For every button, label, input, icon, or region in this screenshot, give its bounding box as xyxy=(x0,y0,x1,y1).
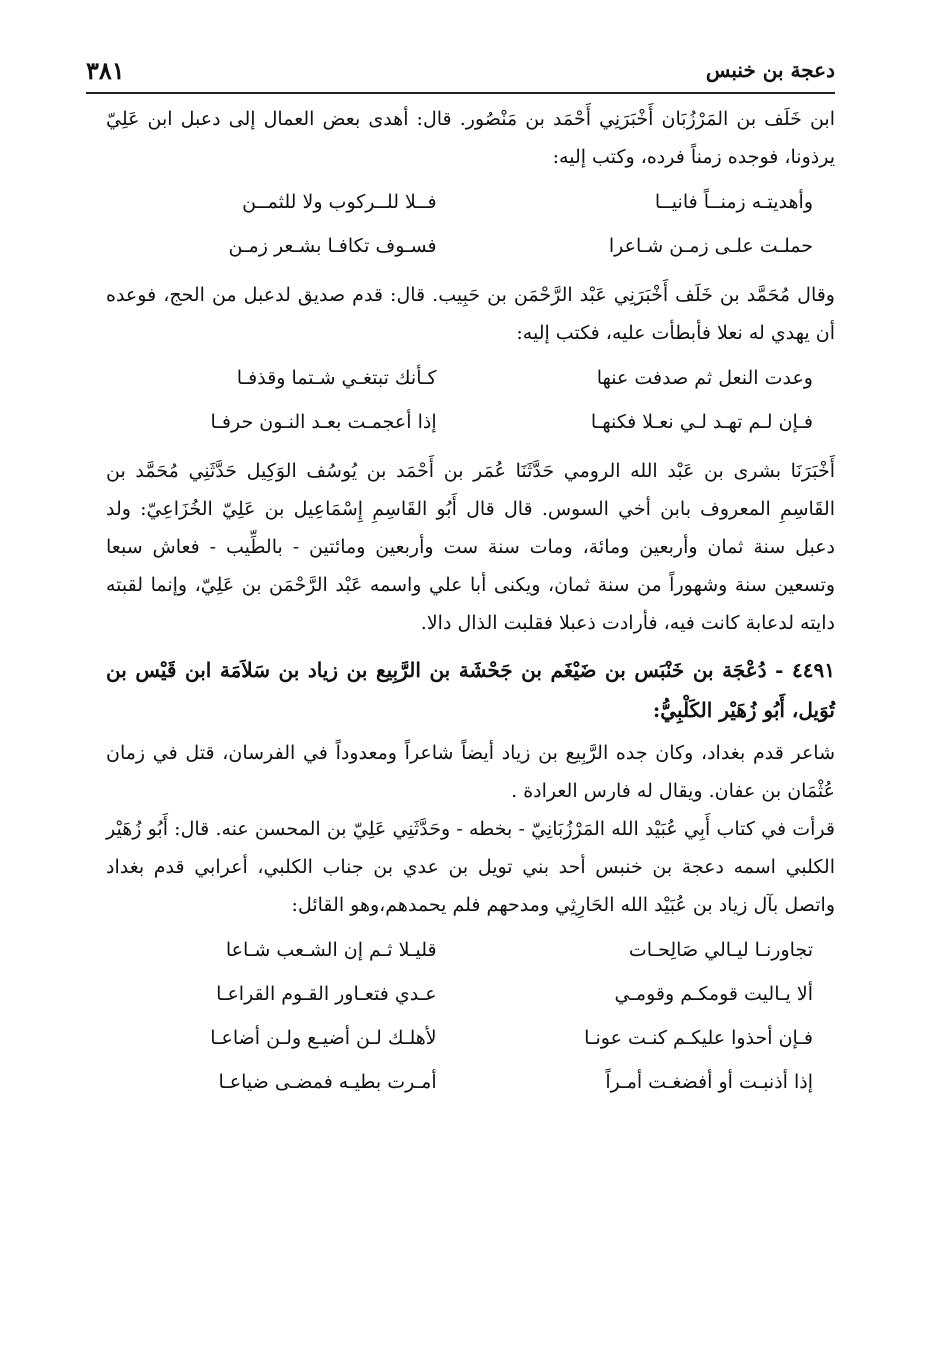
verse-line xyxy=(106,972,835,1016)
second-hemistich: فــلا للــركوب ولا للثمــن xyxy=(242,191,437,213)
first-hemistich: حملـت علـى زمـن شـاعرا xyxy=(608,235,813,257)
verse-line xyxy=(106,356,835,400)
running-title: دعجة بن خنبس xyxy=(705,58,835,82)
first-hemistich: فـإن لـم تهـد لـي نعـلا فكنهـا xyxy=(590,411,813,433)
first-hemistich: وعدت النعل ثم صدفت عنها xyxy=(596,367,813,389)
first-hemistich: إذا أذنبـت أو أفضغـت أمـراً xyxy=(605,1071,813,1093)
second-hemistich: إذا أعجمـت بعـد النـون حرفـا xyxy=(210,411,437,433)
page-number: ٣٨١ xyxy=(86,55,125,85)
paragraph-gift-horse: ابن خَلَف بن المَرْزُبَان أَخْبَرَنِي أَحْمَد بن مَنْصُور. قال: أهدى بعض العمال إلى دعبل ابن عَلِيّ يرذونا، فوجده زمناً فرده، وكتب إليه: xyxy=(106,108,835,168)
second-hemistich: قليـلا ثـم إن الشـعب شـاعا xyxy=(225,939,437,961)
verse-line xyxy=(106,400,835,444)
second-hemistich: عـدي فتعـاور القـوم القراعـا xyxy=(216,983,437,1005)
page-header xyxy=(86,48,835,94)
verse-line xyxy=(106,1060,835,1104)
verse-line xyxy=(106,928,835,972)
verse-line xyxy=(106,180,835,224)
verse-line xyxy=(106,224,835,268)
second-hemistich: فسـوف تكافـا بشـعر زمـن xyxy=(228,235,437,257)
verse-line xyxy=(106,1016,835,1060)
first-hemistich: وأهديتـه زمنــاً فانيــا xyxy=(654,191,813,213)
second-hemistich: أمـرت بطيـه فمضـى ضياعـا xyxy=(218,1071,437,1093)
paragraph-biography: أَخْبَرَنَا بشرى بن عَبْد الله الرومي حَدَّثَنَا عُمَر بن أَحْمَد بن يُوسُف الوَكِيل حَدَّثَنِي مُحَمَّد بن القَاسِمِ المعروف بابن أخي السوس. قال قال أَبُو القَاسِمِ إِسْمَاعِيل بن عَلِيّ الخُزَاعِيّ: ولد دعبل سنة ثمان وأربعين ومائة، ومات سنة ست وأربعين ومائتين - بالطِّيب - فعاش سبعا وتسعين سنة وشهوراً من سنة ثمان، ويكنى أبا علي واسمه عَبْد الرَّحْمَن بن عَلِيّ، وإنما لقبته دايته لدعابة كانت فيه، فأرادت ذعبلا فقلبت الذال دالا. xyxy=(106,460,835,634)
body-text xyxy=(106,100,835,1108)
poem-horse xyxy=(106,180,835,268)
paragraph-entry-intro: شاعر قدم بغداد، وكان جده الرَّبِيع بن زياد أيضاً شاعراً ومعدوداً في الفرسان، قتل في زمان عُثْمَان بن عفان. ويقال له فارس العرادة . xyxy=(106,742,835,802)
first-hemistich: تجاورنـا ليـالي صَالِحـات xyxy=(628,939,813,961)
first-hemistich: ألا يـاليت قومكـم وقومـي xyxy=(614,983,813,1005)
first-hemistich: فـإن أحذوا عليكـم كنـت عونـا xyxy=(584,1027,813,1049)
second-hemistich: لأهلـك لـن أضيـع ولـن أضاعـا xyxy=(210,1027,437,1049)
poem-neighbors xyxy=(106,928,835,1104)
poem-sandal xyxy=(106,356,835,444)
paragraph-sandal: وقال مُحَمَّد بن خَلَف أَخْبَرَنِي عَبْد الرَّحْمَن بن حَبِيب. قال: قدم صديق لدعبل من الحج، فوعده أن يهدي له نعلا فأبطأت عليه، فكتب إليه: xyxy=(106,284,835,344)
second-hemistich: كـأنك تبتغـي شـتما وقذفـا xyxy=(236,367,437,389)
entry-heading: ٤٤٩١ - دُعْجَة بن خَنْبَس بن ضَيْغَم بن جَحْشَة بن الرَّبِيع بن زياد بن سَلاَمَة ابن قَيْس بن تُوَيل، أَبُو زُهَيْر الكَلْبِيُّ: xyxy=(106,658,835,722)
paragraph-source: قرأت في كتاب أَبِي عُبَيْد الله المَرْزُبَانِيّ - بخطه - وحَدَّثَنِي عَلِيّ بن المحسن عنه. قال: أَبُو زُهَيْر الكلبي اسمه دعجة بن خنبس أحد بني تويل بن عدي بن جناب الكلبي، أعرابي قدم بغداد واتصل بآل زياد بن عُبَيْد الله الحَارِثِي ومدحهم فلم يحمدهم،وهو القائل: xyxy=(106,818,835,916)
